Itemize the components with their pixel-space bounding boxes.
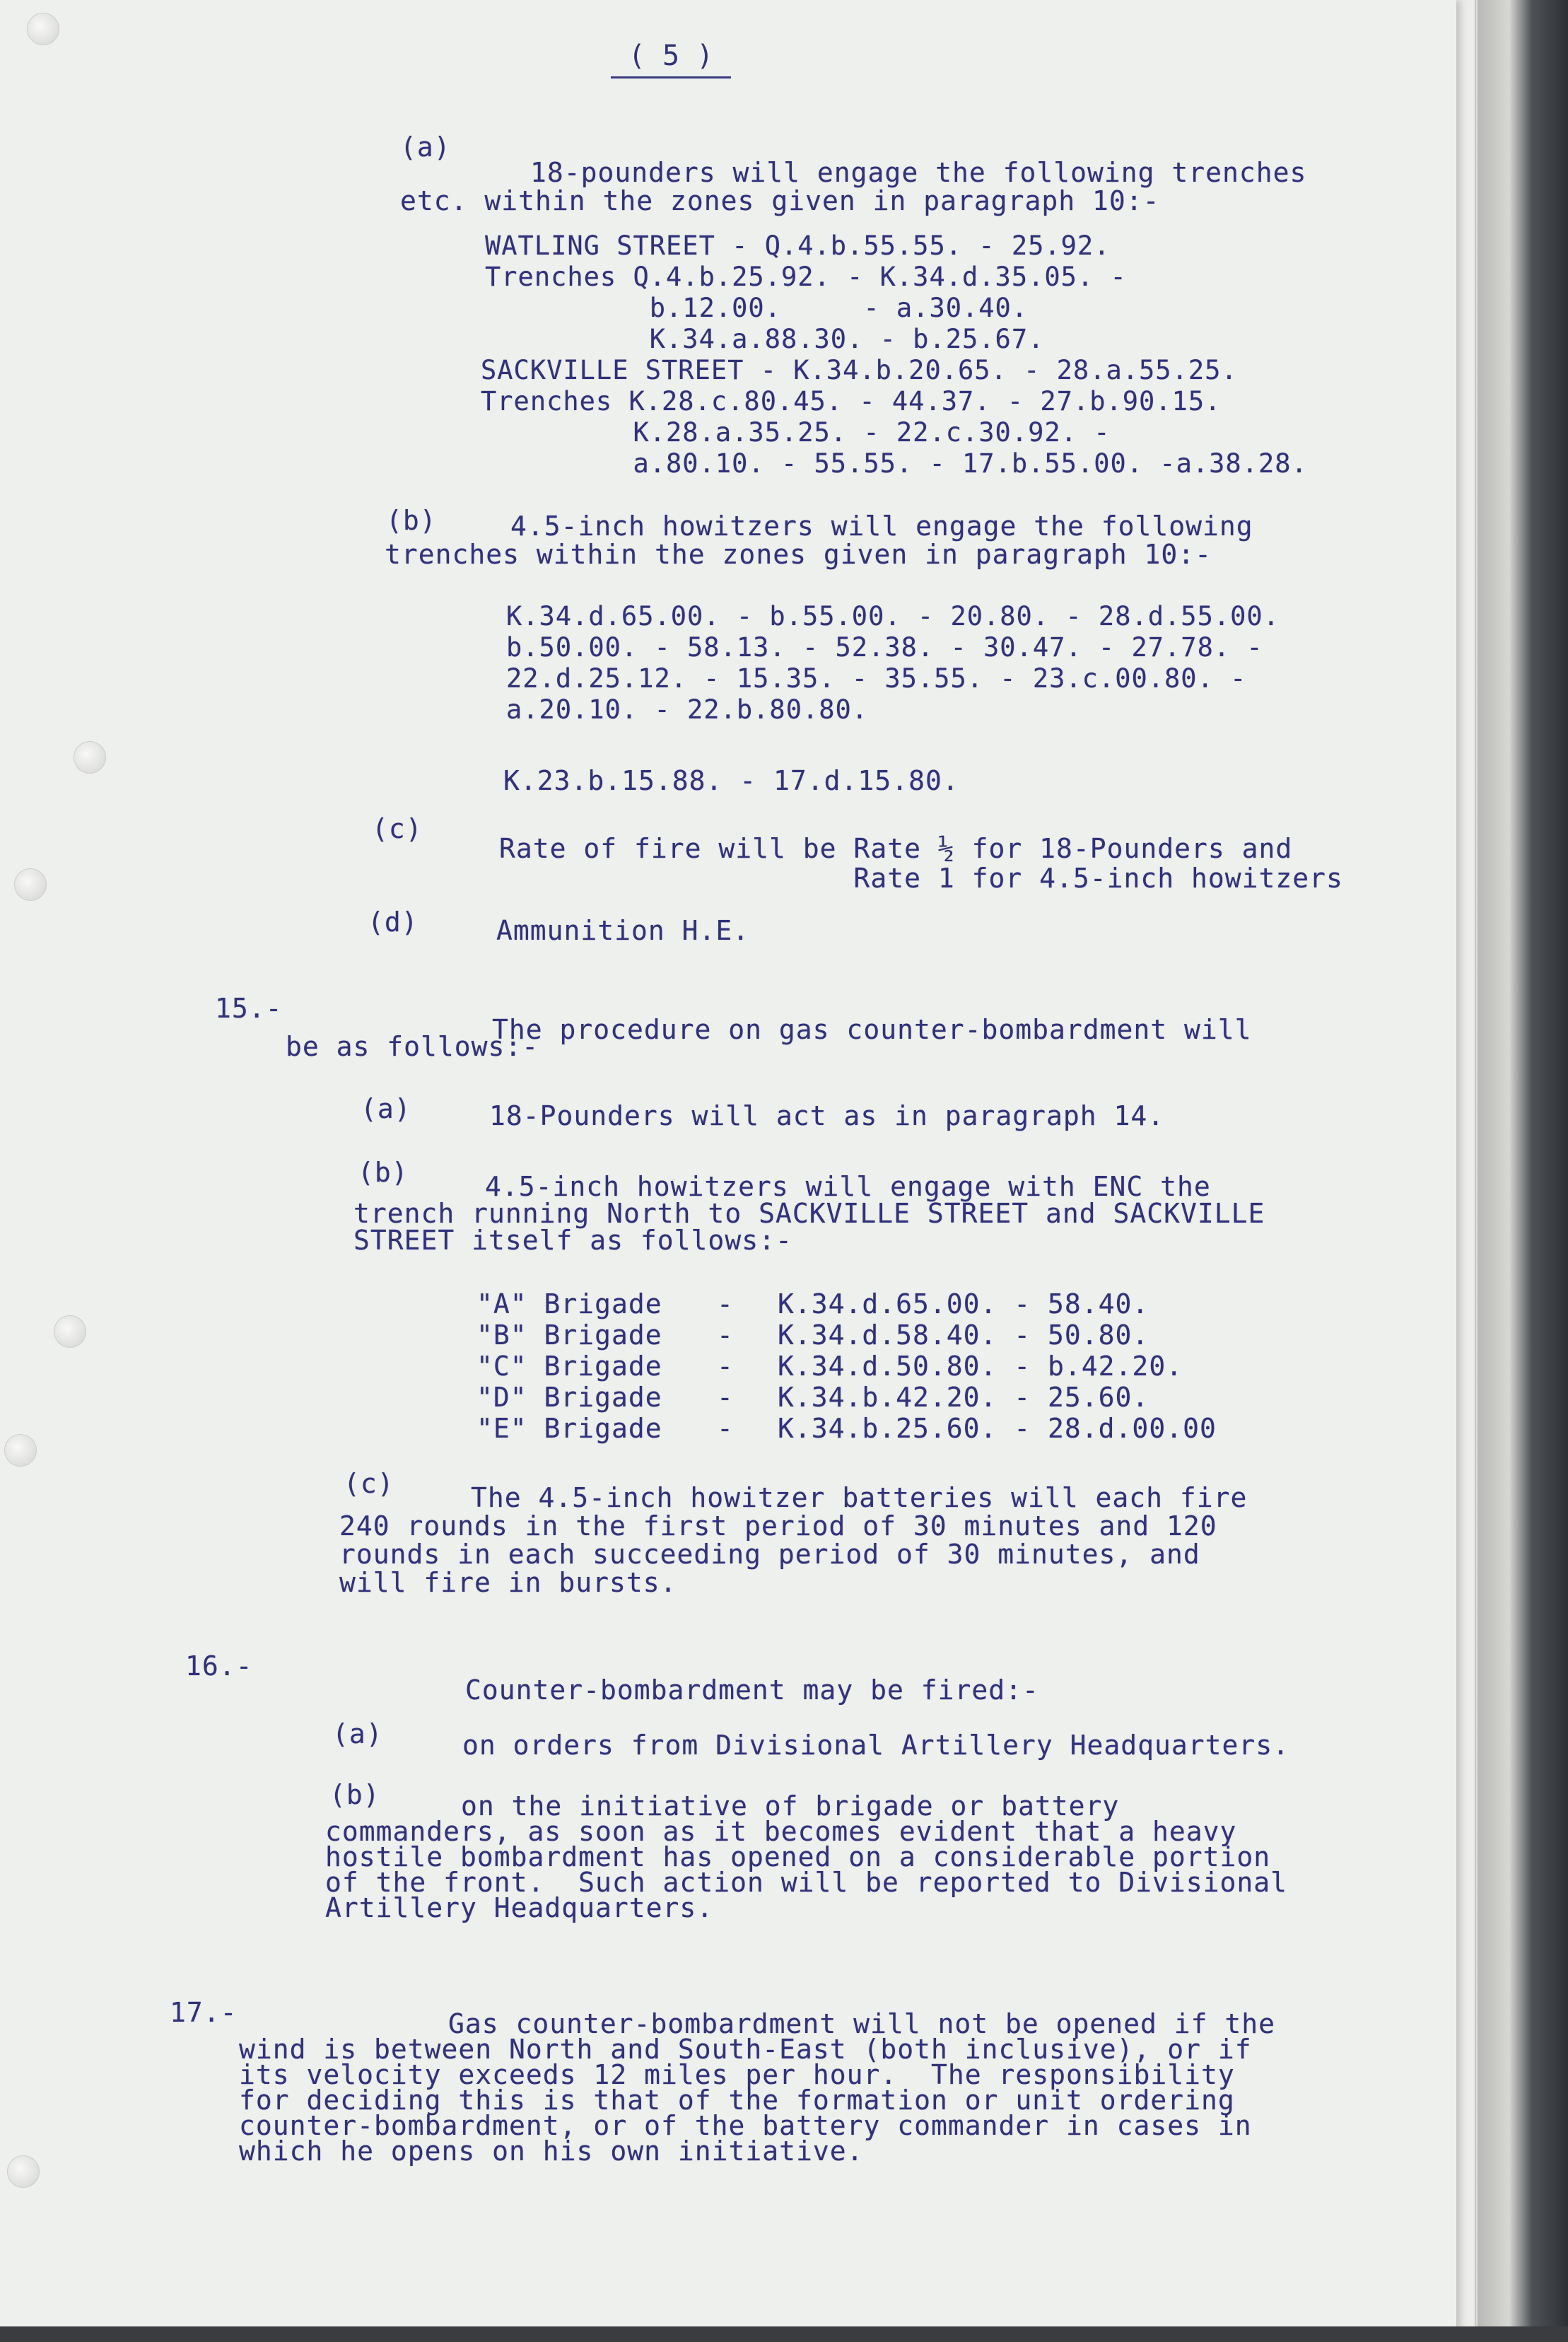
para15-c-text [339,1482,1247,1598]
text-line: 18-pounders will engage the following trenches [530,157,1307,188]
ref-line: b.12.00. - a.30.40. [485,293,1029,323]
ref-line: K.34.d.65.00. - b.55.00. - 20.80. - 28.d.55.00. [506,601,1280,631]
para15-number: 15.- [215,993,283,1024]
ref-line: 22.d.25.12. - 15.35. - 35.55. - 23.c.00.80. - [506,663,1247,694]
para14-b-label: (b) [386,505,437,536]
para14-a-text [400,157,1306,216]
ref-line: Trenches Q.4.b.25.92. - K.34.d.35.05. - [485,262,1127,292]
brigade-ref: K.34.b.42.20. - 25.60. [778,1382,1149,1413]
text-line: Gas counter-bombardment will not be opened if the [448,2008,1276,2039]
para14-c-label: (c) [372,813,423,844]
text-line: STREET itself as follows:- [353,1225,792,1256]
punch-hole [74,741,106,774]
desk-surface [0,2326,1568,2342]
brigade-name: "D" Brigade [476,1382,662,1413]
text-line: Artillery Headquarters. [325,1892,714,1923]
text-line: of the front. Such action will be reported to Divisional [325,1867,1288,1898]
para15-c-label: (c) [344,1468,394,1499]
punch-hole [7,2155,40,2188]
text-line: etc. within the zones given in paragraph 10:- [400,185,1160,216]
text-line: which he opens on his own initiative. [239,2136,864,2167]
text-line: Rate of fire will be Rate ½ for 18-Pounders and [499,833,1293,864]
punch-hole [54,1315,86,1348]
para14-b-extra-reference: K.23.b.15.88. - 17.d.15.80. [503,765,959,796]
page-number [611,40,731,78]
brigade-name: "B" Brigade [476,1319,662,1351]
para14-b-text [385,511,1253,570]
punch-hole [27,13,59,45]
text-line: will fire in bursts. [339,1567,677,1598]
para15-intro: The procedure on gas counter-bombardment will [492,1014,1252,1045]
para17-text [239,2008,1275,2167]
brigade-name: "A" Brigade [476,1288,662,1319]
para16-a-text: on orders from Divisional Artillery Headquarters. [462,1730,1290,1761]
brigade-ref: K.34.d.50.80. - b.42.20. [778,1351,1183,1382]
para16-b-label: (b) [329,1779,380,1810]
ref-line: K.28.a.35.25. - 22.c.30.92. - [485,417,1111,448]
text-line: wind is between North and South-East (both inclusive), or if [239,2034,1252,2065]
ref-line: WATLING STREET - Q.4.b.55.55. - 25.92. [485,231,1111,261]
text-line: trenches within the zones given in paragraph 10:- [385,539,1212,570]
text-line: counter-bombardment, or of the battery commander in cases in [239,2110,1252,2141]
brigade-dash: - [717,1413,734,1444]
para15-a-label: (a) [361,1093,411,1124]
brigade-name: "E" Brigade [476,1413,662,1444]
brigade-name: "C" Brigade [476,1351,662,1382]
brigade-ref: K.34.b.25.60. - 28.d.00.00 [778,1413,1217,1444]
underlying-sheet-edge [1456,0,1476,2342]
para14-b-references [506,601,1280,726]
text-line: on the initiative of brigade or battery [461,1790,1120,1822]
binder-edge [1478,0,1568,2342]
text-line: The 4.5-inch howitzer batteries will each fire [471,1482,1248,1513]
para14-a-references [481,231,1308,479]
brigade-ref: K.34.d.65.00. - 58.40. [778,1288,1149,1319]
brigade-dash: - [717,1382,734,1413]
para15-a-text: 18-Pounders will act as in paragraph 14. [489,1100,1165,1131]
ref-line: K.34.a.88.30. - b.25.67. [485,324,1045,354]
text-line: its velocity exceeds 12 miles per hour. The responsibility [239,2059,1235,2090]
brigade-dash: - [717,1351,734,1382]
para16-number: 16.- [185,1650,253,1682]
para14-d-label: (d) [368,907,419,938]
para15-b-text [353,1171,1265,1256]
para14-a-label: (a) [400,132,451,163]
brigade-dash: - [717,1319,734,1351]
para15-b-label: (b) [358,1157,409,1188]
para14-d-text: Ammunition H.E. [496,915,750,946]
para15-intro-cont: be as follows:- [286,1031,539,1062]
text-line: hostile bombardment has opened on a considerable portion [325,1841,1271,1872]
text-line: Rate 1 for 4.5-inch howitzers [499,863,1343,894]
text-line: for deciding this is that of the formation or unit ordering [239,2085,1235,2116]
para14-c-text [499,833,1343,894]
text-line: trench running North to SACKVILLE STREET and SACKVILLE [353,1198,1265,1229]
ref-line: a.20.10. - 22.b.80.80. [506,694,869,725]
text-line: 240 rounds in the first period of 30 minutes and 120 [339,1510,1217,1542]
text-line: rounds in each succeeding period of 30 minutes, and [339,1539,1200,1570]
ref-line: a.80.10. - 55.55. - 17.b.55.00. -a.38.28. [485,448,1308,479]
punch-hole [4,1434,37,1467]
text-line: 4.5-inch howitzers will engage with ENC the [485,1171,1211,1202]
punch-hole [14,868,47,901]
para17-number: 17.- [170,1997,238,2028]
brigade-ref: K.34.d.58.40. - 50.80. [778,1319,1149,1351]
para16-a-label: (a) [332,1718,383,1749]
para16-b-text [325,1790,1287,1923]
text-line: commanders, as soon as it becomes evident that a heavy [325,1816,1237,1847]
text-line: 4.5-inch howitzers will engage the following [510,511,1253,542]
para16-intro: Counter-bombardment may be fired:- [465,1674,1039,1706]
ref-line: Trenches K.28.c.80.45. - 44.37. - 27.b.90.15. [481,386,1222,416]
brigade-dash: - [717,1288,734,1319]
ref-line: b.50.00. - 58.13. - 52.38. - 30.47. - 27.78. - [506,632,1263,663]
page-number-text: ( 5 ) [628,40,714,72]
ref-line: SACKVILLE STREET - K.34.b.20.65. - 28.a.55.25. [481,355,1238,385]
